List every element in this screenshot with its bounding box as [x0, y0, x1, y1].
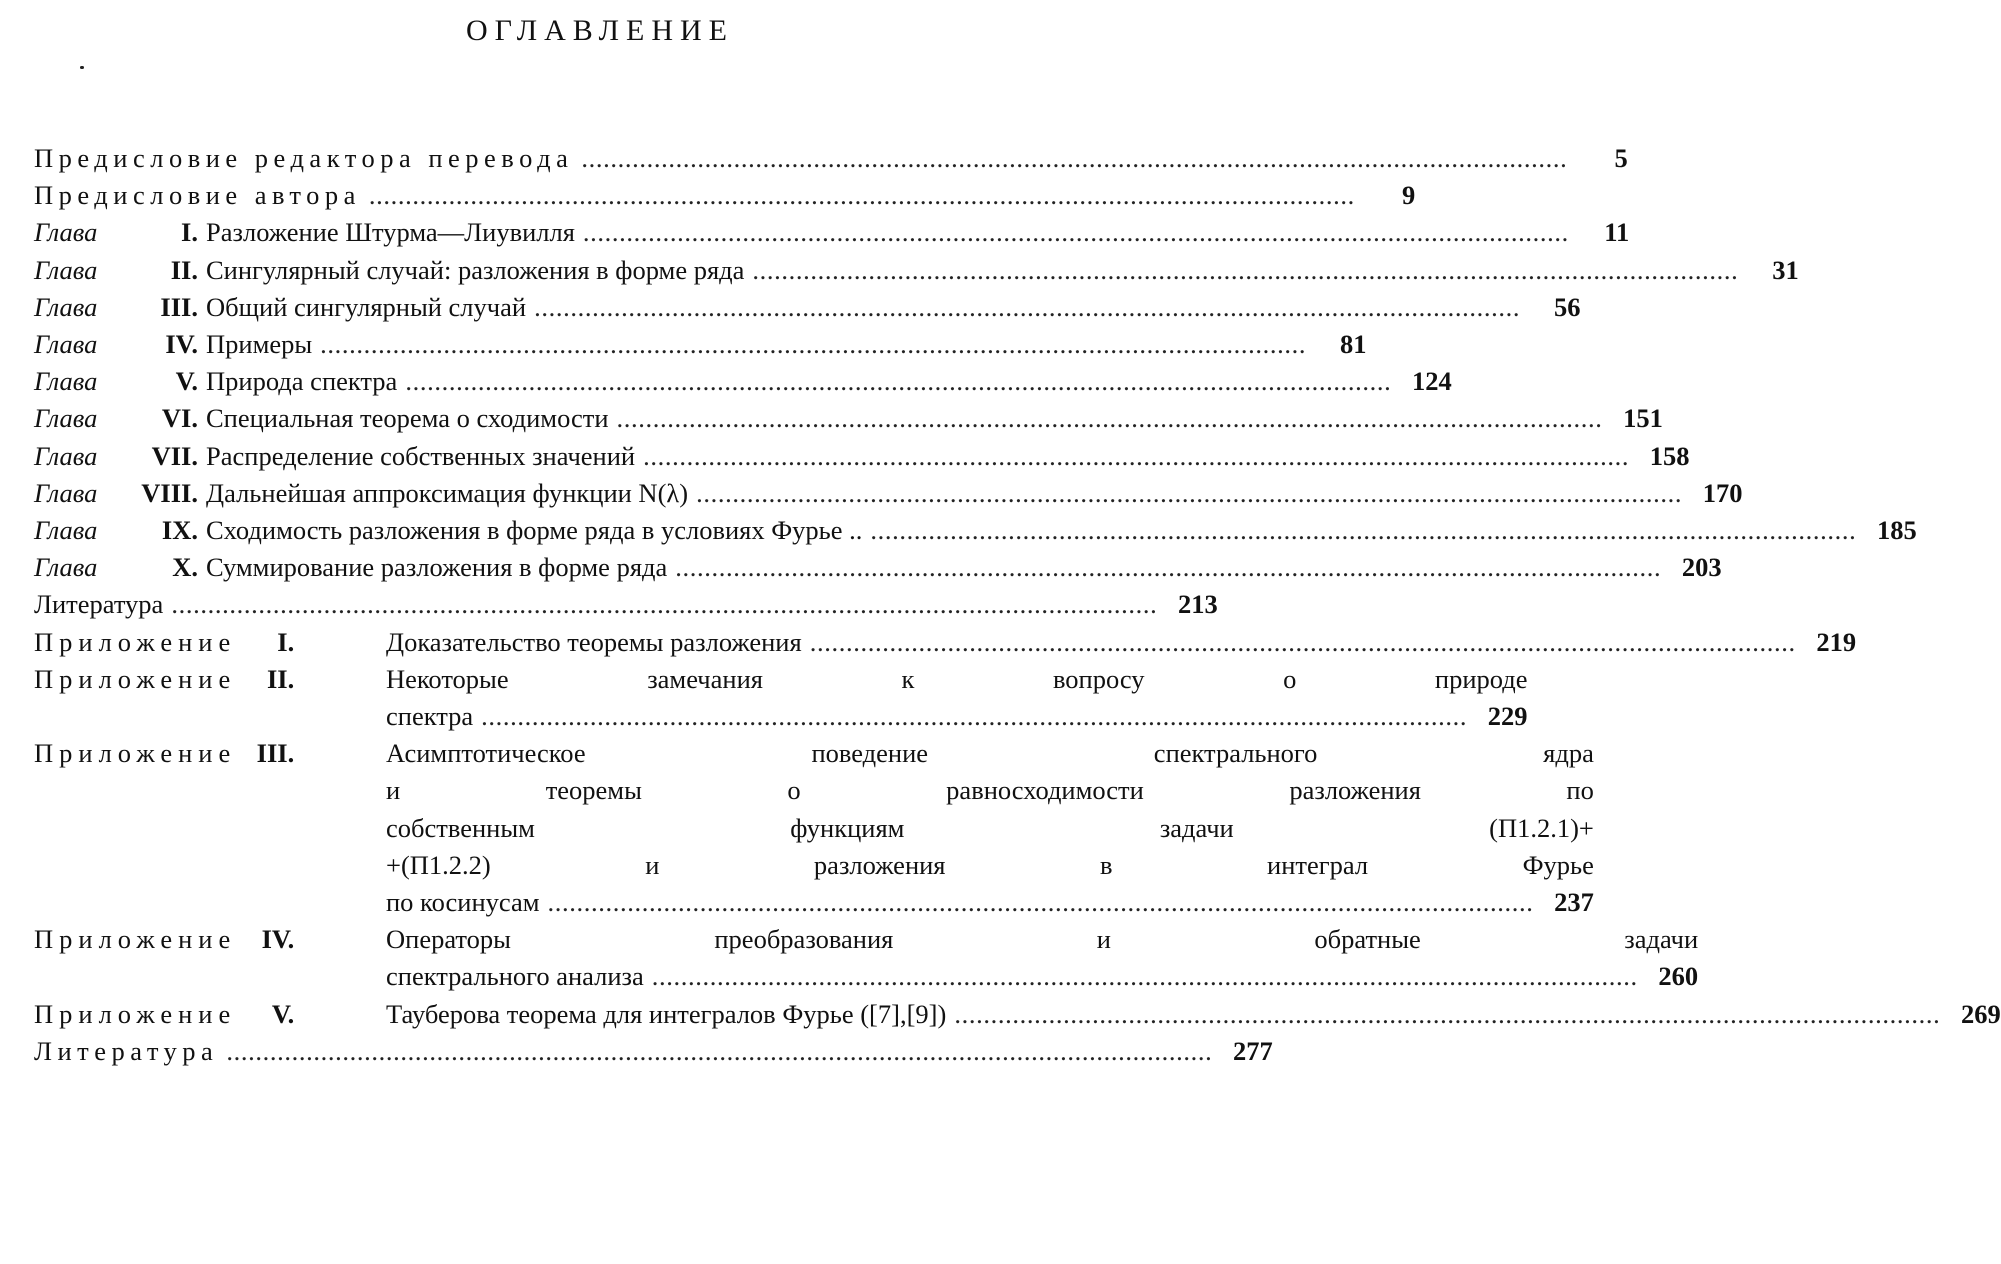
appendix-word: Приложение [34, 663, 237, 694]
toc-page-number: 31 [1772, 254, 1799, 285]
toc-page-number: 237 [1554, 887, 1594, 918]
chapter-word: Глава [34, 366, 98, 397]
chapter-number: II. [170, 254, 198, 285]
chapter-number: III. [160, 291, 198, 322]
appendix-list [34, 624, 2001, 1033]
chapter-number: IV. [165, 329, 198, 360]
chapter-title: Дальнейшая аппроксимация функции N(λ) [206, 477, 689, 508]
appendix-heading [34, 735, 386, 772]
chapter-title: Специальная теорема о сходимости [206, 403, 609, 434]
appendix-title-line: Операторы преобразования и обратные задачи [386, 924, 1699, 955]
appendix-title-last-line [386, 884, 1594, 921]
chapter-heading [34, 363, 397, 400]
chapter-number: X. [172, 552, 198, 583]
toc-entry-literature-final [34, 1033, 1273, 1070]
appendix-title-last-line [386, 958, 1698, 995]
appendix-heading [34, 921, 386, 958]
toc-chapter-row [34, 549, 1722, 586]
dot-leader [481, 698, 1463, 735]
toc-page-number: 56 [1553, 291, 1581, 322]
chapter-word: Глава [34, 254, 98, 285]
toc-page-number: 219 [1816, 626, 1857, 657]
appendix-word: Приложение [34, 626, 237, 657]
chapter-word: Глава [34, 329, 98, 360]
chapter-title: Распределение собственных значений [206, 440, 636, 471]
dot-leader [583, 214, 1565, 251]
chapter-heading [34, 512, 862, 549]
appendix-title-line: Тауберова теорема для интегралов Фурье ([7],[9]) [386, 998, 947, 1029]
toc-page-number: 5 [1614, 143, 1628, 173]
chapter-word: Глава [34, 403, 98, 434]
toc-chapter-row [34, 289, 1581, 326]
toc-entry-label: Предисловие редактора перевода [34, 143, 574, 173]
print-speck [80, 66, 84, 69]
dot-leader [171, 586, 1153, 623]
dot-leader [696, 475, 1678, 512]
chapter-word: Глава [34, 552, 98, 583]
chapter-title: Сингулярный случай: разложения в форме ряда [206, 254, 745, 285]
toc-page-number: 277 [1232, 1035, 1273, 1066]
dot-leader [954, 996, 1936, 1033]
appendix-number: II. [266, 663, 295, 694]
appendix-title-last-line [386, 698, 1528, 735]
chapter-word: Глава [34, 217, 98, 248]
dot-leader [581, 140, 1563, 177]
chapter-word: Глава [34, 515, 98, 546]
appendix-heading [34, 996, 386, 1033]
toc-page-number: 124 [1411, 366, 1452, 397]
chapter-word: Глава [34, 440, 98, 471]
chapter-number: V. [175, 366, 198, 397]
appendix-heading [34, 624, 386, 661]
toc-entry-literature [34, 586, 1218, 623]
toc-entry-label: Литература [34, 589, 164, 620]
chapter-heading [34, 289, 526, 326]
appendix-title-line: спектра [386, 701, 474, 732]
toc-page-number: 269 [1960, 998, 2001, 1029]
toc-entry-author-preface [34, 177, 1416, 214]
chapter-word: Глава [34, 477, 98, 508]
chapter-number: VI. [161, 403, 198, 434]
chapter-number: I. [181, 217, 198, 248]
appendix-title-line: спектрального анализа [386, 961, 644, 992]
chapter-heading [34, 326, 312, 363]
chapter-title: Суммирование разложения в форме ряда [206, 552, 668, 583]
dot-leader [870, 512, 1852, 549]
toc-page-number: 11 [1604, 217, 1630, 248]
toc-page-number: 260 [1658, 961, 1699, 992]
dot-leader [810, 624, 1792, 661]
appendix-title [386, 661, 1528, 735]
table-of-contents [34, 140, 2001, 1070]
chapter-title: Сходимость разложения в форме ряда в условиях Фурье .. [206, 515, 863, 546]
chapter-heading [34, 214, 575, 251]
appendix-title [386, 624, 1856, 661]
appendix-title-line: Доказательство теоремы разложения [386, 626, 802, 657]
dot-leader [534, 289, 1516, 326]
dot-leader [548, 884, 1530, 921]
appendix-title [386, 996, 2001, 1033]
toc-page-number: 229 [1487, 701, 1528, 732]
toc-appendix-row [34, 735, 1594, 921]
toc-entry-editor-preface [34, 140, 1628, 177]
page-title: ОГЛАВЛЕНИЕ [466, 14, 734, 47]
appendix-title-line: Некоторые замечания к вопросу о природе [386, 663, 1528, 694]
toc-chapter-row [34, 214, 1630, 251]
chapter-heading [34, 549, 667, 586]
chapter-title: Общий сингулярный случай [206, 291, 527, 322]
chapter-heading [34, 400, 609, 437]
appendix-word: Приложение [34, 738, 237, 769]
chapter-title: Примеры [206, 329, 313, 360]
toc-chapter-row [34, 326, 1367, 363]
toc-page-number: 81 [1340, 329, 1367, 360]
chapter-number: VII. [151, 440, 198, 471]
toc-chapter-row [34, 400, 1663, 437]
dot-leader [405, 363, 1387, 400]
toc-page-number: 203 [1681, 552, 1722, 583]
appendix-title [386, 921, 1698, 995]
appendix-number: III. [256, 738, 295, 769]
chapter-title: Природа спектра [206, 366, 398, 397]
chapter-number: VIII. [141, 477, 198, 508]
toc-page-number: 213 [1177, 589, 1218, 620]
chapter-list [34, 214, 1917, 586]
toc-appendix-row [34, 624, 1857, 661]
toc-chapter-row [34, 512, 1917, 549]
toc-chapter-row [34, 252, 1799, 289]
appendix-title-line: собственным функциям задачи (П1.2.1)+ [386, 812, 1594, 843]
toc-chapter-row [34, 475, 1743, 512]
chapter-word: Глава [34, 291, 98, 322]
appendix-number: IV. [261, 924, 295, 955]
dot-leader [320, 326, 1302, 363]
toc-entry-label: Предисловие автора [34, 180, 361, 211]
appendix-title-line: +(П1.2.2) и разложения в интеграл Фурье [386, 849, 1594, 880]
chapter-heading [34, 475, 688, 512]
toc-page-number: 9 [1402, 180, 1416, 211]
appendix-title-last-line [386, 996, 2001, 1033]
toc-appendix-row [34, 996, 2001, 1033]
toc-appendix-row [34, 921, 1699, 995]
appendix-word: Приложение [34, 924, 237, 955]
chapter-heading [34, 252, 744, 289]
dot-leader [652, 958, 1634, 995]
toc-page-number: 170 [1702, 477, 1743, 508]
chapter-number: IX. [161, 515, 198, 546]
appendix-heading [34, 661, 386, 698]
toc-entry-label: Литература [34, 1035, 219, 1066]
dot-leader [369, 177, 1351, 214]
toc-chapter-row [34, 438, 1690, 475]
toc-chapter-row [34, 363, 1452, 400]
appendix-title-line: по косинусам [386, 887, 540, 918]
dot-leader [675, 549, 1657, 586]
chapter-title: Разложение Штурма—Лиувилля [206, 217, 575, 248]
dot-leader [752, 252, 1734, 289]
dot-leader [226, 1033, 1208, 1070]
appendix-title [386, 735, 1594, 921]
chapter-heading [34, 438, 635, 475]
appendix-title-last-line [386, 624, 1856, 661]
appendix-word: Приложение [34, 998, 237, 1029]
appendix-number: V. [271, 998, 295, 1029]
dot-leader [643, 438, 1625, 475]
toc-page-number: 151 [1623, 403, 1663, 434]
appendix-title-line: Асимптотическое поведение спектрального ядра [386, 738, 1594, 769]
toc-page-number: 185 [1877, 515, 1917, 546]
toc-appendix-row [34, 661, 1528, 735]
dot-leader [617, 400, 1599, 437]
toc-page-number: 158 [1649, 440, 1690, 471]
appendix-number: I. [277, 626, 295, 657]
appendix-title-line: и теоремы о равносходимости разложения по [386, 775, 1594, 806]
